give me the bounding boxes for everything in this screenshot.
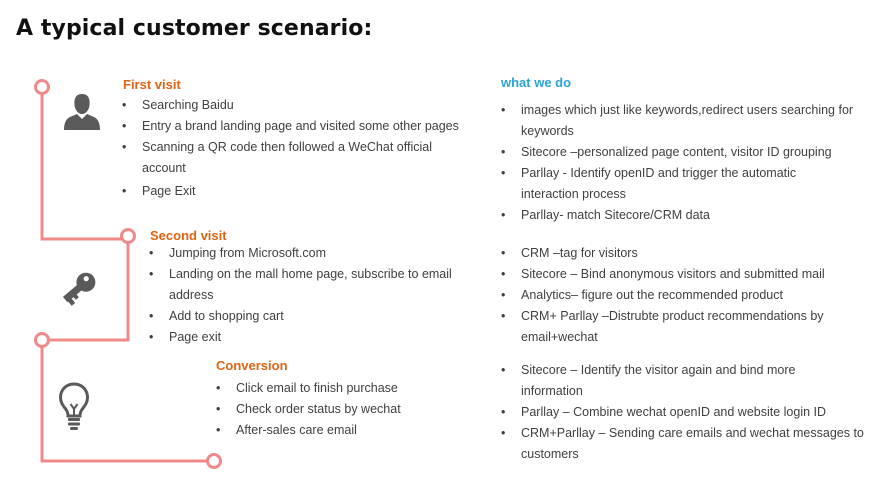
lightbulb-icon [58, 382, 90, 432]
conversion-heading: Conversion [216, 358, 288, 373]
page-title: A typical customer scenario: [16, 16, 373, 41]
what-we-do-heading: what we do [501, 75, 572, 90]
key-icon [58, 268, 100, 308]
list-item: • Analytics– figure out the recommended product [499, 285, 869, 306]
timeline-node-conversion [36, 334, 49, 347]
list-item: • Page exit [147, 327, 467, 348]
list-item: • Parllay- match Sitecore/CRM data [499, 205, 869, 226]
user-icon [62, 92, 102, 132]
list-item: • Page Exit [120, 181, 470, 202]
timeline-node-end [208, 455, 221, 468]
what-we-do-list-1 [499, 100, 869, 226]
list-item: • Parllay - Identify openID and trigger the automatic interaction process [499, 163, 821, 205]
list-item: • Sitecore – Identify the visitor again and bind more information [499, 360, 821, 402]
conversion-list [214, 378, 474, 441]
list-item: • Add to shopping cart [147, 306, 467, 327]
list-item: • Entry a brand landing page and visited some other pages [120, 116, 470, 137]
list-item: • CRM+ Parllay –Distrubte product recommendations by email+wechat [499, 306, 841, 348]
list-item: • Click email to finish purchase [214, 378, 474, 399]
list-item: • CRM –tag for visitors [499, 243, 869, 264]
what-we-do-list-2 [499, 243, 869, 348]
second-visit-heading: Second visit [150, 228, 227, 243]
list-item: • CRM+Parllay – Sending care emails and wechat messages to customers [499, 423, 871, 465]
list-item: • After-sales care email [214, 420, 474, 441]
first-visit-list [120, 95, 470, 202]
list-item: • Sitecore – Bind anonymous visitors and submitted mail [499, 264, 869, 285]
what-we-do-list-3 [499, 360, 869, 465]
list-item: • Sitecore –personalized page content, visitor ID grouping [499, 142, 869, 163]
second-visit-list [147, 243, 467, 348]
list-item: • Scanning a QR code then followed a WeChat official account [120, 137, 432, 179]
list-item: • images which just like keywords,redirect users searching for keywords [499, 100, 861, 142]
timeline-node-start [36, 81, 49, 94]
timeline-node-second-visit [122, 230, 135, 243]
first-visit-heading: First visit [123, 77, 181, 92]
list-item: • Parllay – Combine wechat openID and website login ID [499, 402, 869, 423]
list-item: • Searching Baidu [120, 95, 470, 116]
list-item: • Check order status by wechat [214, 399, 474, 420]
list-item: • Landing on the mall home page, subscribe to email address [147, 264, 454, 306]
list-item: • Jumping from Microsoft.com [147, 243, 467, 264]
